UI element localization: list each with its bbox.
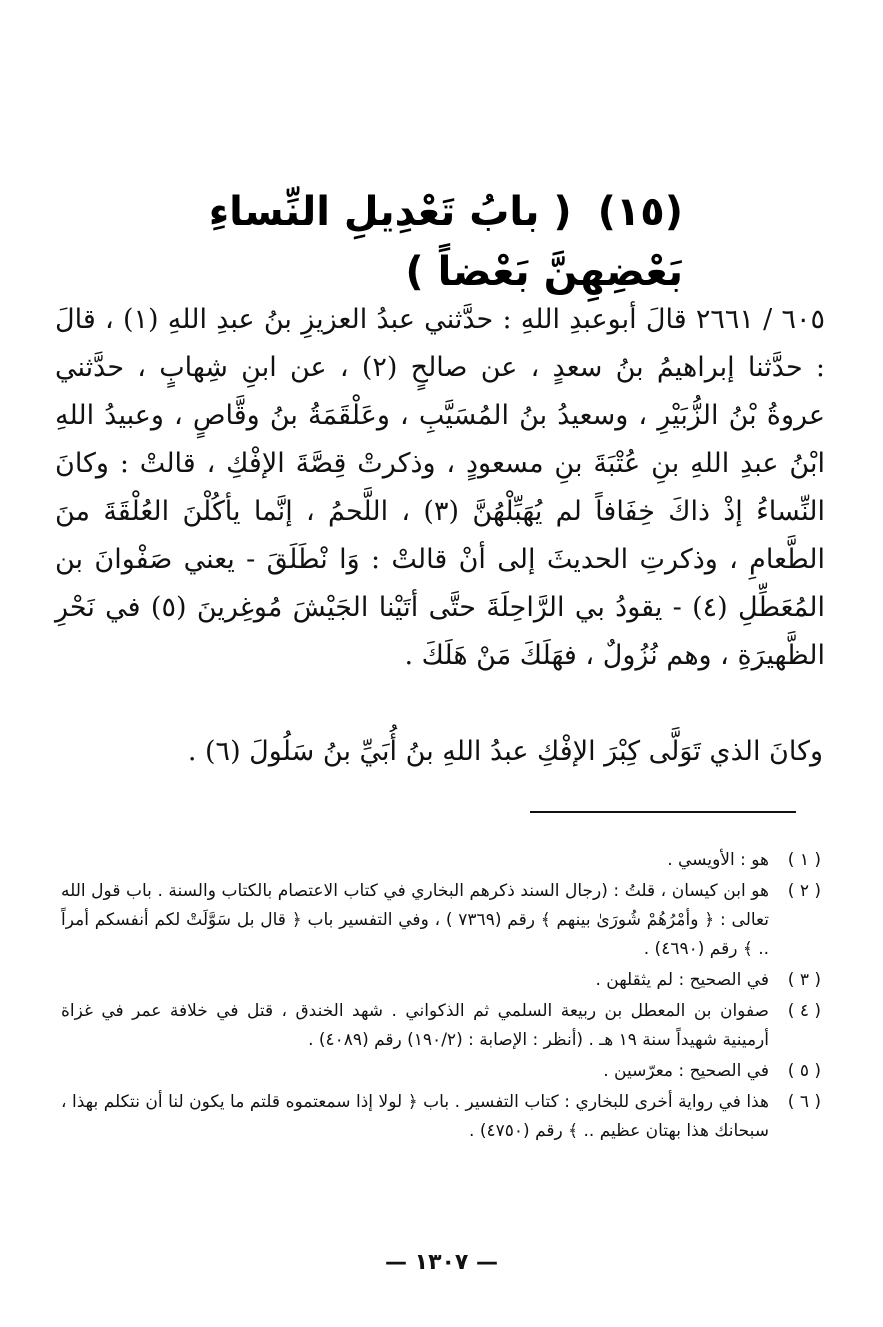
footnote-number: ( ٣ )	[787, 970, 821, 990]
page-number: — ١٣٠٧ —	[384, 1250, 499, 1275]
footnote-text: في الصحيح : معرّسين .	[603, 1061, 769, 1081]
footnote	[61, 1088, 821, 1146]
footnote-number: ( ٦ )	[787, 1092, 821, 1112]
hadith-paragraph: ٦٠٥ / ٢٦٦١ قالَ أبوعبدِ اللهِ : حدَّثني عبدُ العزيزِ بنُ عبدِ اللهِ (١) ، قالَ : حدَّثنا إبراهيمُ بنُ سعدٍ ، عن صالحٍ (٢) ، عن ابنِ شِهابٍ ، حدَّثني عروةُ بْنُ الزُّبَيْرِ ، وسعيدُ بنُ المُسَيَّبِ ، وعَلْقَمَةُ بنُ وقَّاصٍ ، وعبيدُ اللهِ ابْنُ عبدِ اللهِ بنِ عُتْبَةَ بنِ مسعودٍ ، وذكرتْ قِصَّةَ الإفْكِ ، قالتْ : وكانَ النِّساءُ إذْ ذاكَ خِفَافاً لم يُهَبِّلْهُنَّ (٣) ، اللَّحمُ ، إنَّما يأكُلْنَ العُلْقَةَ منَ الطَّعامِ ، وذكرتِ الحديثَ إلى أنْ قالتْ : وَا نْطَلَقَ - يعني صَفْوانَ بن المُعَطِّلِ (٤) - يقودُ بي الرَّاحِلَةَ حتَّى أتَيْنا الجَيْشَ مُوغِرينَ (٥) في نَحْرِ الظَّهيرَةِ ، وهم نُزُولٌ ، فهَلَكَ مَنْ هَلَكَ .	[55, 304, 825, 671]
footnote-separator	[530, 811, 796, 813]
chapter-heading-line-1	[163, 182, 683, 242]
footnote	[61, 1057, 821, 1086]
footnote-text: في الصحيح : لم يثقلهن .	[595, 970, 769, 990]
footnote-number: ( ٤ )	[787, 1001, 821, 1021]
footnotes	[61, 846, 821, 1148]
footnote	[61, 997, 821, 1055]
footnote-text: هو : الأويسي .	[667, 850, 769, 870]
footnote-number: ( ٢ )	[787, 881, 821, 901]
footnote-text: هذا في رواية أخرى للبخاري : كتاب التفسير . باب ﴿ لولا إذا سمعتموه قلتم ما يكون لنا أن نتكلم بهذا ، سبحانك هذا بهتان عظيم .. ﴾ رقم (٤٧٥٠) .	[61, 1092, 769, 1141]
footnote-text: هو ابن كيسان ، قلتُ : (رجال السند ذكرهم البخاري في كتاب الاعتصام بالكتاب والسنة . باب قول الله تعالى : ﴿ وأمْرُهُمْ شُورَىٰ بينهم ﴾ رقم (٧٣٦٩ ) ، وفي التفسير باب ﴿ قال بل سَوَّلَتْ لكم أنفسكم أمراً .. ﴾ رقم (٤٦٩٠) .	[61, 881, 769, 959]
chapter-number: (١٥)	[597, 189, 683, 235]
footnote	[61, 846, 821, 875]
footnote	[61, 966, 821, 995]
hadith-closing-line: وكانَ الذي تَوَلَّى كِبْرَ الإفْكِ عبدُ اللهِ بنُ أُبَيِّ بنُ سَلُولَ (٦) .	[187, 736, 823, 767]
footnote-text: صفوان بن المعطل بن ربيعة السلمي ثم الذكواني . شهد الخندق ، قتل في خلافة عمر في غزاة أرمينية شهيداً سنة ١٩ هـ . (أنظر : الإصابة : (١٩٠/٢) رقم (٤٠٨٩) .	[61, 1001, 769, 1050]
footnote-number: ( ١ )	[787, 850, 821, 870]
chapter-title-line-2: بَعْضِهِنَّ بَعْضاً )	[405, 249, 683, 295]
footnote	[61, 877, 821, 964]
hadith-text	[55, 296, 825, 680]
footnote-number: ( ٥ )	[787, 1061, 821, 1081]
chapter-heading	[163, 182, 683, 302]
chapter-title-line-1: ( بابُ تَعْدِيلِ النِّساءِ	[208, 189, 572, 235]
